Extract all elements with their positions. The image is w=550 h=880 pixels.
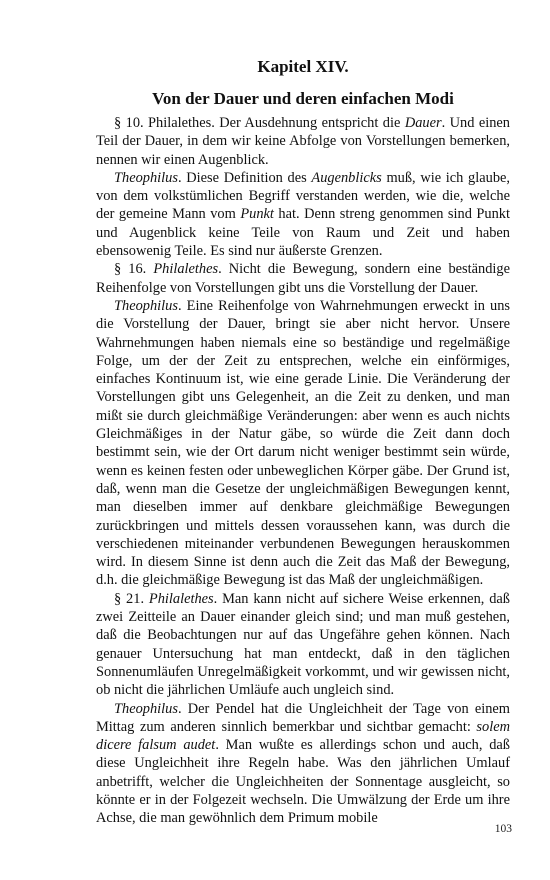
book-page (96, 56, 510, 828)
page-number: 103 (494, 823, 512, 835)
body-text (96, 114, 510, 828)
paragraph: § 16. Philalethes. Nicht die Bewegung, sondern eine beständige Reihenfolge von Vorstellungen gibt uns die Vorstellung der Dauer. (96, 261, 510, 296)
italic-text: Theophilus (114, 297, 178, 314)
italic-text: Punkt (240, 206, 274, 223)
paragraph: § 10. Philalethes. Der Ausdehnung entspricht die Dauer. Und einen Teil der Dauer, in dem wir keine Abfolge von Vorstellungen bemerken, nennen wir einen Augenblick. (96, 115, 510, 168)
italic-text: Theophilus (114, 700, 178, 717)
paragraph: Theophilus. Der Pendel hat die Ungleichheit der Tage von einem Mittag zum anderen sinnlich bemerkbar und sichtbar gemacht: solem dicere falsum audet. Man wußte es allerdings schon und auch, daß diese Ungleichheit ihre Regeln habe. Was den jährlichen Umlauf anbetrifft, welcher die Ungleichheiten der Sonnentage ausgleicht, so könnte er in der Folgezeit wechseln. Die Umwälzung der Erde um ihre Achse, die man gewöhnlich dem Primum mobile (96, 700, 510, 827)
italic-text: Philalethes (153, 261, 219, 278)
italic-text: Theophilus (114, 169, 178, 186)
italic-text: Philalethes (148, 590, 214, 607)
paragraph: § 21. Philalethes. Man kann nicht auf sichere Weise erkennen, daß zwei Zeitteile an Dauer einander gleich sind; und man muß gestehen, daß die Beobachtungen nur auf das Ungefähre gehen können. Nach genauer Untersuchung hat man entdeckt, daß in den täglichen Sonnenumläufen Unregelmäßigkeit vorkommt, und wir gewissen nicht, ob nicht die jährlichen Umläufe auch ungleich sind. (96, 590, 510, 699)
italic-text: solem dicere falsum audet (96, 718, 510, 754)
section-heading: Von der Dauer und deren einfachen Modi (152, 89, 454, 108)
chapter-title: Kapitel XIV. (257, 57, 349, 76)
italic-text: Augenblicks (311, 169, 382, 186)
paragraph: Theophilus. Eine Reihenfolge von Wahrnehmungen erweckt in uns die Vorstellung der Dauer, bringt sie aber nicht hervor. Unsere Wahrnehmungen haben niemals eine so beständige und regelmäßige Folge, um der der Zeit zu entsprechen, welche ein einförmiges, einfaches Kontinuum ist, wie eine gerade Linie. Die Veränderung der Vorstellungen gibt uns Gelegenheit, an die Zeit zu denken, und man mißt sie durch gleichmäßige Veränderungen: aber wenn es auch nichts Gleichmäßiges in der Natur gäbe, so würde die Zeit dann doch bestimmt sein, wie der Ort darum nicht weniger bestimmt sein würde, wenn es keinen festen oder unbeweglichen Körper gäbe. Der Grund ist, daß, wenn man die Gesetze der ungleichmäßigen Bewegungen kennt, man dieselben immer auf denkbare gleichmäßige Bewegungen zurückbringen und mittels dessen voraussehen kann, was durch die verschiedenen miteinander verbundenen Bewegungen herauskommen wird. In diesem Sinne ist denn auch die Zeit das Maß der Bewegung, d.h. die gleichmäßige Bewegung ist das Maß der ungleichmäßigen. (96, 297, 510, 589)
italic-text: Dauer (404, 115, 442, 131)
paragraph: Theophilus. Diese Definition des Augenblicks muß, wie ich glaube, von dem volkstümlichen Begriff verstanden werden, wie die, welche der gemeine Mann vom Punkt hat. Denn streng genommen sind Punkt und Augenblick keine Teile von Raum und Zeit und haben ebensowenig Teile. Es sind nur äußerste Grenzen. (96, 169, 511, 260)
